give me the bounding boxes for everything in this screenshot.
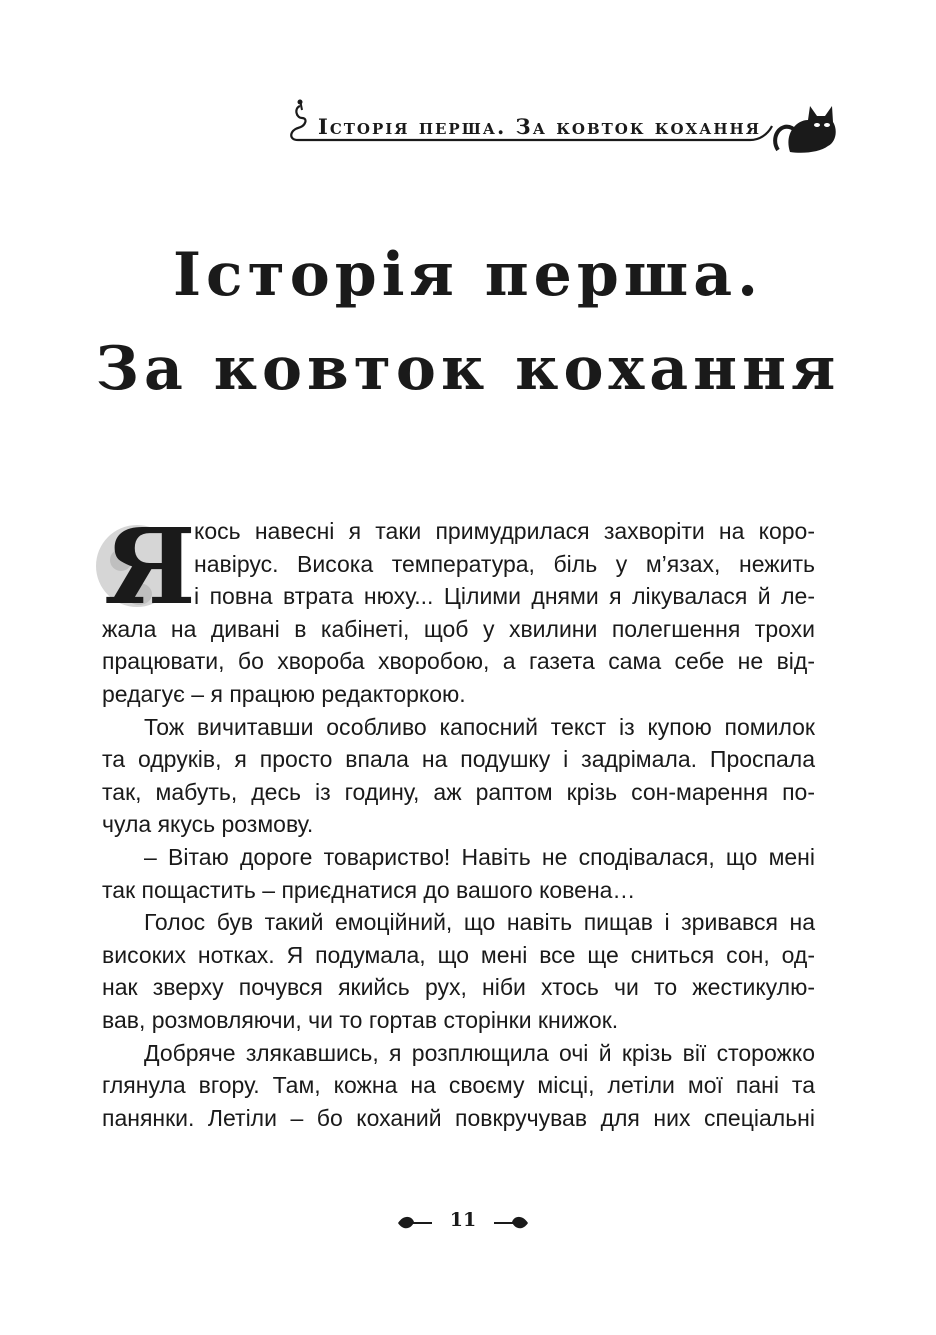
- drop-cap-letter: Я: [104, 505, 196, 628]
- paragraph-line: так, мабуть, десь із годину, аж раптом крізь сон-марення по-: [102, 778, 815, 805]
- chapter-title-line-1: Історія перша.: [172, 240, 764, 310]
- paragraph-line: – Вітаю дороге товариство! Навіть не сподівалася, що мені: [144, 843, 815, 870]
- paragraph-line: навірус. Висока температура, біль у м’язах, нежить: [194, 550, 815, 577]
- paragraph-line: чула якусь розмову.: [102, 811, 314, 838]
- paragraph-line: вав, розмовляючи, чи то гортав сторінки книжок.: [102, 1006, 619, 1033]
- paragraph-5: [102, 1037, 815, 1135]
- paragraph-line: Добряче злякавшись, я розплющила очі й крізь вії сторожко: [144, 1039, 815, 1066]
- chapter-title-line-2: За ковток кохання: [95, 334, 841, 404]
- chapter-title: [0, 228, 936, 416]
- black-cat-icon: [770, 98, 840, 156]
- paragraph-line: так пощастить – приєднатися до вашого ковена…: [102, 876, 636, 903]
- page-footer: [396, 1206, 530, 1240]
- running-header: [280, 96, 840, 156]
- body-text: [102, 505, 815, 1134]
- paragraph-3: [102, 841, 815, 906]
- paragraph-line: Тож вичитавши особливо капосний текст із купою помилок: [144, 713, 815, 740]
- paragraph-line: панянки. Летіли – бо коханий повкручував для них спеціальні: [102, 1104, 815, 1131]
- paragraph-line: нак зверху почувся якийсь рух, ніби хтось чи то жестикулю-: [102, 974, 815, 1001]
- paragraph-line: редагує – я працюю редакторкою.: [102, 680, 466, 707]
- running-header-title: Історія перша. За ковток кохання: [318, 114, 761, 139]
- pen-swirl-icon: [296, 96, 304, 104]
- drop-cap: [96, 505, 196, 628]
- paragraph-line: глянула вгору. Там, кожна на своєму місці, летіли мої пані та: [102, 1072, 815, 1099]
- paragraph-4: [102, 906, 815, 1036]
- paragraph-line: і повна втрата нюху... Цілими днями я лікувалася й ле-: [194, 583, 815, 610]
- paragraph-line: кось навесні я таки примудрилася захворіти на коро-: [194, 518, 815, 544]
- paragraph-line: працювати, бо хвороба хворобою, а газета сама себе не від-: [102, 648, 815, 675]
- page-number: 11: [449, 1209, 477, 1231]
- paragraph-1: [102, 515, 815, 711]
- paragraph-2: [102, 711, 815, 841]
- paragraph-line: жала на дивані в кабінеті, щоб у хвилини полегшення трохи: [102, 615, 815, 642]
- paragraph-line: та одруків, я просто впала на подушку і задрімала. Проспала: [102, 746, 815, 773]
- paragraph-line: високих нотках. Я подумала, що мені все ще сниться сон, од-: [102, 941, 815, 968]
- broom-icon: [494, 1212, 530, 1234]
- paragraph-line: Голос був такий емоційний, що навіть пищав і зривався на: [144, 909, 815, 936]
